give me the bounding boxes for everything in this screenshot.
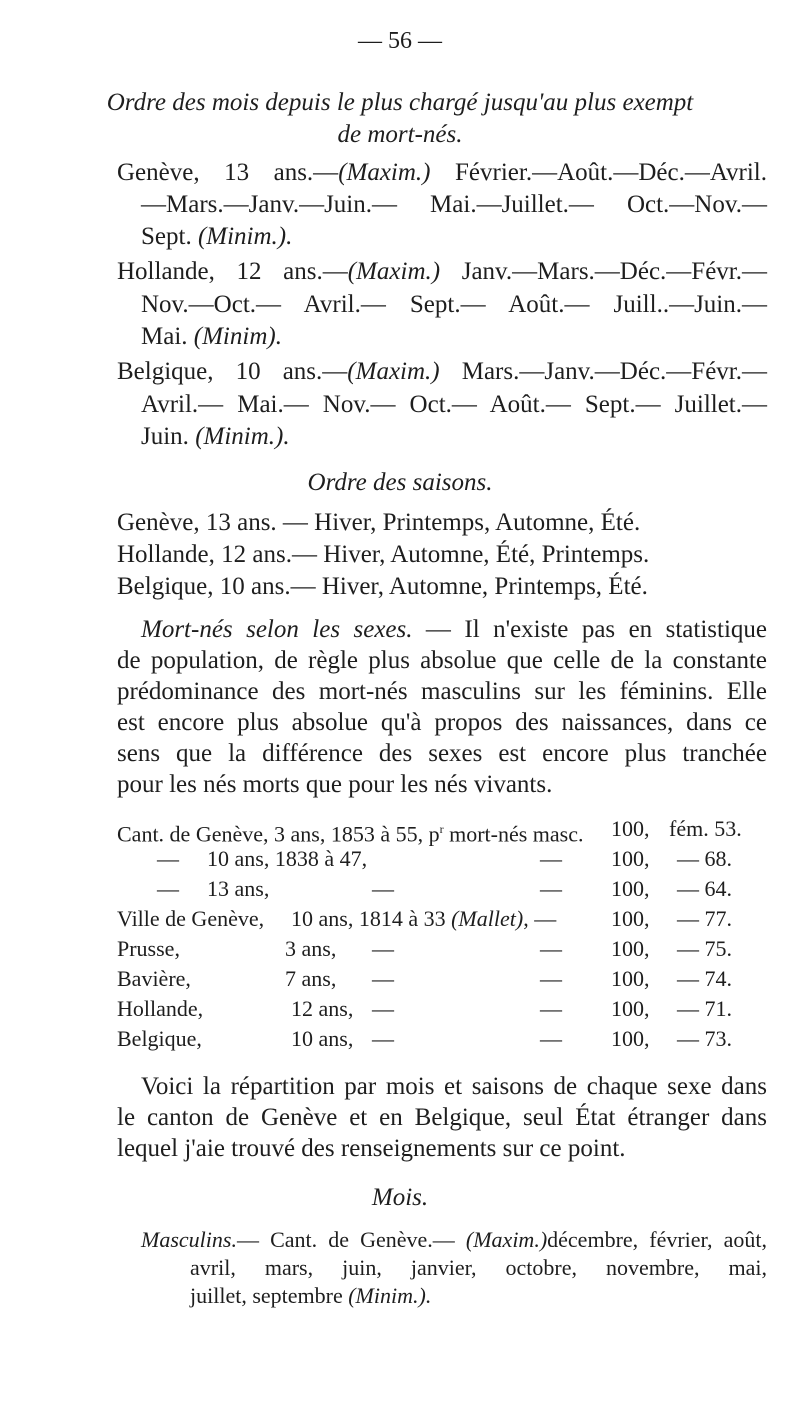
masculins-line2: avril, mars, juin, janvier, octobre, novembre, mai, <box>190 1255 767 1280</box>
table-cell-male: 100, <box>611 816 650 841</box>
section-title-months-line2: de mort-nés. <box>337 121 463 148</box>
table-cell-male: 100, <box>611 996 650 1021</box>
italic-run: (Minim.). <box>197 223 293 250</box>
table-cell-dash: — <box>372 966 394 991</box>
table-cell-female: fém. 53. <box>669 816 742 841</box>
table-cell-dash: — <box>372 996 394 1021</box>
belgique-months-line1 <box>117 357 767 387</box>
italic-run: (Maxim.) <box>338 159 431 186</box>
italic-run: (Minim.). <box>195 423 290 450</box>
table-cell-male: 100, <box>611 1026 650 1051</box>
table-cell-dash: — <box>540 876 562 901</box>
italic-run: (Mallet) <box>451 906 524 931</box>
sexes-paragraph-line2: de population, de règle plus absolue que celle de la constante <box>117 647 767 674</box>
text-run: — Il n'existe pas en statistique <box>412 616 767 643</box>
table-row <box>117 995 767 1023</box>
table-cell-years: 10 ans, <box>291 1026 354 1051</box>
table-cell-years <box>291 905 556 933</box>
geneve-months-line2: —Mars.—Janv.—Juin.— Mai.—Juillet.— Oct.—Nov.— <box>141 191 767 218</box>
table-cell-male: 100, <box>611 906 650 931</box>
table-cell-dash: — <box>372 936 394 961</box>
italic-run: (Maxim.) <box>347 358 440 385</box>
repartition-paragraph-line1: Voici la répartition par mois et saisons de chaque sexe dans <box>141 1073 767 1100</box>
table-cell-dash: — <box>540 846 562 871</box>
text-run: mort-nés masc. <box>443 821 584 847</box>
table-row <box>117 875 767 903</box>
sexes-paragraph-line1 <box>141 615 767 645</box>
table-cell-female: — 71. <box>677 996 732 1021</box>
table-cell-male: 100, <box>611 876 650 901</box>
hollande-months-line3 <box>141 322 767 352</box>
hollande-months-line2: Nov.—Oct.— Avril.— Sept.— Août.— Juill..—Juin.— <box>141 291 767 318</box>
table-cell-female: — 77. <box>677 906 732 931</box>
sexes-paragraph-line5: sens que la différence des sexes est encore plus tranchée <box>117 740 767 767</box>
table-cell-label: Prusse, <box>117 936 180 961</box>
table-cell-dash: — <box>540 1026 562 1051</box>
superscript: r <box>439 822 444 836</box>
text-run: juillet, septembre <box>190 1283 349 1308</box>
text-run: Mars.—Janv.—Déc.—Févr.— <box>439 358 767 385</box>
text-run: décembre, février, août, <box>547 1227 767 1252</box>
table-cell-years: 12 ans, <box>291 996 354 1021</box>
text-run: Juin. <box>141 423 196 450</box>
table-cell-years: 3 ans, <box>285 936 337 961</box>
table-cell-female: — 73. <box>677 1026 732 1051</box>
belgique-months-line2: Avril.— Mai.— Nov.— Oct.— Août.— Sept.— Juillet.— <box>141 391 767 418</box>
text-run: Sept. <box>141 223 198 250</box>
table-cell-label: Bavière, <box>117 966 191 991</box>
table-cell-label: Ville de Genève, <box>117 906 265 931</box>
table-cell-female: — 68. <box>677 846 732 871</box>
table-cell-years: 13 ans, <box>207 876 270 901</box>
masculins-line1 <box>141 1226 767 1254</box>
repartition-paragraph-line2: le canton de Genève et en Belgique, seul État étranger dans <box>117 1104 767 1131</box>
table-row <box>117 905 767 933</box>
sexes-paragraph-line3: prédominance des mort-nés masculins sur les féminins. Elle <box>117 678 767 705</box>
table-cell-label: — <box>157 846 179 871</box>
text-run: Février.—Août.—Déc.—Avril. <box>430 159 767 186</box>
table-cell-dash: — <box>372 876 394 901</box>
masculins-line3 <box>190 1282 767 1310</box>
text-run: 10 ans, 1814 à 33 <box>291 906 452 931</box>
text-run: Belgique, 10 ans.— <box>117 358 348 385</box>
geneve-months-line3 <box>141 222 767 252</box>
table-cell-years: 7 ans, <box>285 966 337 991</box>
italic-run: Mort-nés selon les sexes. <box>141 616 413 643</box>
table-row <box>117 965 767 993</box>
table-cell-female: — 75. <box>677 936 732 961</box>
hollande-seasons: Hollande, 12 ans.— Hiver, Automne, Été, Printemps. <box>117 541 650 568</box>
section-title-seasons: Ordre des saisons. <box>307 469 493 496</box>
table-cell-dash: — <box>540 996 562 1021</box>
table-cell-years: 10 ans, 1838 à 47, <box>207 846 368 871</box>
table-cell-dash: — <box>372 1026 394 1051</box>
table-row <box>117 935 767 963</box>
table-cell-label: — <box>157 876 179 901</box>
table-row <box>117 845 767 873</box>
table-cell-female: — 74. <box>677 966 732 991</box>
table-cell-label <box>117 815 584 848</box>
table-cell-label: Belgique, <box>117 1026 202 1051</box>
table-row <box>117 1025 767 1053</box>
belgique-months-line3 <box>141 422 767 452</box>
italic-run: (Maxim.) <box>465 1227 548 1252</box>
table-row <box>117 815 767 847</box>
section-title-months-line1: Ordre des mois depuis le plus chargé jusqu'au plus exempt <box>106 89 694 116</box>
text-run: Janv.—Mars.—Déc.—Févr.— <box>440 258 767 285</box>
geneve-months-line1 <box>117 158 767 188</box>
sexes-paragraph-line6: pour les nés morts que pour les nés vivants. <box>117 771 553 798</box>
section-title-mois: Mois. <box>371 1184 429 1211</box>
repartition-paragraph-line3: lequel j'aie trouvé des renseignements sur ce point. <box>117 1135 626 1162</box>
table-cell-male: 100, <box>611 966 650 991</box>
table-cell-label: Hollande, <box>117 996 204 1021</box>
table-cell-male: 100, <box>611 936 650 961</box>
table-cell-male: 100, <box>611 846 650 871</box>
text-run: Genève, 13 ans.— <box>117 159 339 186</box>
italic-run: (Minim). <box>193 323 282 350</box>
italic-run: (Maxim.) <box>347 258 441 285</box>
geneve-seasons: Genève, 13 ans. — Hiver, Printemps, Automne, Été. <box>117 509 641 536</box>
table-cell-dash: — <box>540 966 562 991</box>
italic-run: Masculins. <box>141 1227 237 1252</box>
text-run: Cant. de Genève, 3 ans, 1853 à 55, p <box>117 821 440 847</box>
table-cell-dash: — <box>540 936 562 961</box>
text-run: — Cant. de Genève.— <box>236 1227 466 1252</box>
belgique-seasons: Belgique, 10 ans.— Hiver, Automne, Printemps, Été. <box>117 573 648 600</box>
text-run: , — <box>523 906 557 931</box>
page-number: — 56 — <box>358 28 442 54</box>
text-run: Mai. <box>141 323 194 350</box>
italic-run: (Minim.). <box>348 1283 432 1308</box>
sexes-paragraph-line4: est encore plus absolue qu'à propos des naissances, dans ce <box>117 709 767 736</box>
table-cell-female: — 64. <box>677 876 732 901</box>
text-run: Hollande, 12 ans.— <box>117 258 348 285</box>
hollande-months-line1 <box>117 257 767 287</box>
